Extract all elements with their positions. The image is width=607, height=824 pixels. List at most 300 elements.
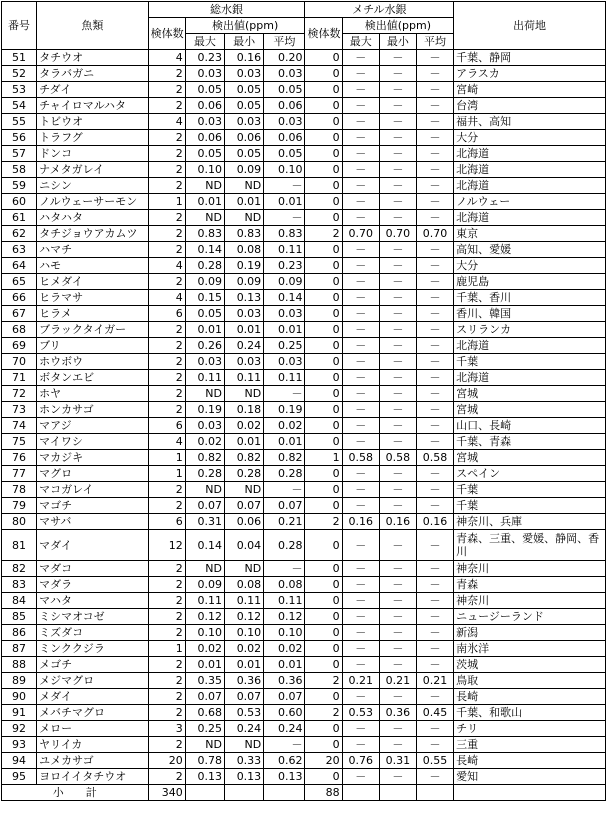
methyl-max: － [342,561,379,577]
total-avg: 0.09 [264,274,305,290]
methyl-min: － [379,609,416,625]
total-max: 0.13 [185,769,224,785]
row-no: 81 [2,530,37,561]
fish-name: タラバガニ [37,66,149,82]
fish-name: ナメタガレイ [37,162,149,178]
origin: 青森 [454,577,606,593]
origin: 神奈川 [454,561,606,577]
origin: 北海道 [454,338,606,354]
total-avg: 0.03 [264,114,305,130]
total-max: 0.14 [185,242,224,258]
total-min: 0.16 [224,50,263,66]
table-row [2,50,606,66]
total-max: 0.10 [185,625,224,641]
methyl-max: － [342,641,379,657]
total-min: 0.28 [224,466,263,482]
methyl-avg: － [416,498,453,514]
methyl-count: 0 [305,194,342,210]
methyl-min: － [379,593,416,609]
methyl-min: － [379,258,416,274]
methyl-count: 0 [305,114,342,130]
table-body [2,50,606,785]
methyl-count: 0 [305,641,342,657]
total-min: ND [224,737,263,753]
table-row [2,210,606,226]
methyl-avg: － [416,609,453,625]
table-row [2,498,606,514]
total-avg: 0.20 [264,50,305,66]
methyl-min: － [379,178,416,194]
total-count: 2 [148,242,185,258]
total-avg: 0.12 [264,609,305,625]
total-max: 0.15 [185,290,224,306]
total-avg: 0.01 [264,322,305,338]
methyl-max: － [342,258,379,274]
methyl-min: － [379,482,416,498]
methyl-min: － [379,577,416,593]
table-row [2,657,606,673]
methyl-max: 0.16 [342,514,379,530]
methyl-avg: － [416,210,453,226]
origin: 南氷洋 [454,641,606,657]
total-avg: 0.07 [264,689,305,705]
total-avg: 0.03 [264,66,305,82]
fish-name: メロー [37,721,149,737]
methyl-min: － [379,82,416,98]
methyl-min: 0.70 [379,226,416,242]
methyl-count: 0 [305,130,342,146]
methyl-count: 0 [305,657,342,673]
fish-name: マカジキ [37,450,149,466]
row-no: 94 [2,753,37,769]
methyl-max: － [342,162,379,178]
total-min: 0.02 [224,418,263,434]
total-avg: 0.02 [264,418,305,434]
row-no: 70 [2,354,37,370]
table-row [2,434,606,450]
total-min: 0.83 [224,226,263,242]
methyl-max: － [342,689,379,705]
table-row [2,114,606,130]
methyl-min: － [379,418,416,434]
total-max: 0.83 [185,226,224,242]
fish-name: ブリ [37,338,149,354]
row-no: 65 [2,274,37,290]
total-count: 2 [148,402,185,418]
total-count: 2 [148,338,185,354]
total-min: 0.01 [224,434,263,450]
origin: 千葉 [454,354,606,370]
methyl-min: － [379,434,416,450]
methyl-avg: － [416,162,453,178]
fish-name: マダラ [37,577,149,593]
row-no: 60 [2,194,37,210]
methyl-min: － [379,737,416,753]
total-max: 0.06 [185,130,224,146]
methyl-min: － [379,402,416,418]
row-no: 86 [2,625,37,641]
total-min: 0.06 [224,130,263,146]
methyl-max: 0.70 [342,226,379,242]
methyl-min: － [379,194,416,210]
methyl-max: 0.58 [342,450,379,466]
origin: 愛知 [454,769,606,785]
header-total-detect: 検出値(ppm) [185,18,305,34]
methyl-max: － [342,482,379,498]
row-no: 90 [2,689,37,705]
row-no: 80 [2,514,37,530]
total-max: 0.06 [185,98,224,114]
methyl-avg: － [416,434,453,450]
total-min: 0.03 [224,66,263,82]
total-count: 6 [148,306,185,322]
total-avg: 0.36 [264,673,305,689]
total-min: 0.06 [224,514,263,530]
methyl-count: 0 [305,50,342,66]
methyl-count: 0 [305,625,342,641]
row-no: 76 [2,450,37,466]
fish-name: トビウオ [37,114,149,130]
total-avg: 0.03 [264,306,305,322]
methyl-count: 0 [305,322,342,338]
origin: 長崎 [454,689,606,705]
origin: 三重 [454,737,606,753]
methyl-avg: 0.16 [416,514,453,530]
total-avg: 0.24 [264,721,305,737]
total-count: 4 [148,50,185,66]
methyl-max: － [342,769,379,785]
methyl-avg: － [416,402,453,418]
header-total-max: 最大 [185,34,224,50]
total-min: ND [224,386,263,402]
total-count: 4 [148,114,185,130]
table-row [2,402,606,418]
methyl-count: 0 [305,577,342,593]
total-count: 2 [148,625,185,641]
total-min: 0.19 [224,258,263,274]
methyl-count: 0 [305,593,342,609]
origin: 茨城 [454,657,606,673]
methyl-avg: － [416,114,453,130]
total-count: 2 [148,274,185,290]
total-min: 0.03 [224,114,263,130]
table-row [2,242,606,258]
fish-name: ヒメダイ [37,274,149,290]
fish-name: マイワシ [37,434,149,450]
row-no: 55 [2,114,37,130]
row-no: 53 [2,82,37,98]
methyl-min: － [379,354,416,370]
fish-name: ドンコ [37,146,149,162]
methyl-avg: － [416,370,453,386]
total-avg: 0.11 [264,242,305,258]
fish-name: タチウオ [37,50,149,66]
methyl-max: － [342,338,379,354]
fish-name: ヒラメ [37,306,149,322]
methyl-avg: － [416,482,453,498]
subtotal-label: 小 計 [2,785,149,801]
origin: 千葉、静岡 [454,50,606,66]
total-min: 0.10 [224,625,263,641]
total-max: 0.02 [185,434,224,450]
methyl-count: 0 [305,386,342,402]
total-count: 6 [148,418,185,434]
table-row [2,418,606,434]
origin: 長崎 [454,753,606,769]
origin: チリ [454,721,606,737]
methyl-min: 0.21 [379,673,416,689]
total-max: ND [185,178,224,194]
methyl-count: 0 [305,178,342,194]
table-row [2,753,606,769]
methyl-min: － [379,322,416,338]
row-no: 84 [2,593,37,609]
methyl-max: － [342,194,379,210]
methyl-avg: － [416,386,453,402]
origin: 千葉、青森 [454,434,606,450]
origin: 北海道 [454,370,606,386]
fish-name: マアジ [37,418,149,434]
total-min: 0.08 [224,577,263,593]
fish-name: タチジョウアカムツ [37,226,149,242]
total-count: 2 [148,386,185,402]
total-avg: － [264,561,305,577]
methyl-count: 0 [305,338,342,354]
header-methyl-max: 最大 [342,34,379,50]
origin: 宮崎 [454,82,606,98]
methyl-min: － [379,530,416,561]
total-min: ND [224,561,263,577]
table-row [2,689,606,705]
origin: 千葉、和歌山 [454,705,606,721]
total-count: 2 [148,689,185,705]
total-min: 0.01 [224,194,263,210]
total-count: 2 [148,593,185,609]
total-min: 0.36 [224,673,263,689]
total-min: 0.24 [224,338,263,354]
methyl-max: － [342,466,379,482]
total-count: 2 [148,82,185,98]
total-max: 0.35 [185,673,224,689]
total-count: 2 [148,737,185,753]
total-max: 0.03 [185,66,224,82]
methyl-min: － [379,641,416,657]
origin: 台湾 [454,98,606,114]
total-avg: 0.01 [264,194,305,210]
methyl-min: － [379,114,416,130]
mercury-table [1,1,606,801]
methyl-avg: － [416,561,453,577]
methyl-max: － [342,530,379,561]
subtotal-empty-cell [379,785,416,801]
total-count: 2 [148,370,185,386]
total-max: 0.19 [185,402,224,418]
total-count: 4 [148,258,185,274]
total-min: 0.82 [224,450,263,466]
methyl-max: － [342,114,379,130]
table-row [2,530,606,561]
total-min: ND [224,178,263,194]
methyl-count: 2 [305,705,342,721]
methyl-min: － [379,306,416,322]
subtotal-empty-cell [224,785,263,801]
total-count: 2 [148,66,185,82]
methyl-max: － [342,82,379,98]
total-min: ND [224,210,263,226]
methyl-count: 0 [305,242,342,258]
methyl-min: － [379,498,416,514]
methyl-avg: － [416,657,453,673]
methyl-count: 0 [305,402,342,418]
row-no: 71 [2,370,37,386]
methyl-max: － [342,737,379,753]
header-methyl-detect: 検出値(ppm) [342,18,453,34]
origin: 高知、愛媛 [454,242,606,258]
methyl-max: － [342,98,379,114]
table-row [2,609,606,625]
fish-name: ホヤ [37,386,149,402]
methyl-avg: － [416,466,453,482]
methyl-max: － [342,386,379,402]
total-avg: 0.05 [264,82,305,98]
origin: 新潟 [454,625,606,641]
total-max: ND [185,210,224,226]
methyl-max: － [342,50,379,66]
row-no: 77 [2,466,37,482]
total-min: 0.03 [224,354,263,370]
fish-name: ホウボウ [37,354,149,370]
methyl-min: － [379,274,416,290]
fish-name: ボタンエビ [37,370,149,386]
total-min: 0.01 [224,322,263,338]
methyl-avg: 0.21 [416,673,453,689]
total-avg: 0.28 [264,466,305,482]
row-no: 75 [2,434,37,450]
table-row [2,66,606,82]
total-avg: 0.06 [264,130,305,146]
methyl-max: － [342,657,379,673]
methyl-count: 0 [305,530,342,561]
total-max: 0.12 [185,609,224,625]
methyl-avg: 0.70 [416,226,453,242]
total-avg: 0.13 [264,769,305,785]
methyl-max: － [342,242,379,258]
total-min: 0.13 [224,769,263,785]
total-count: 2 [148,210,185,226]
methyl-avg: － [416,530,453,561]
methyl-count: 0 [305,721,342,737]
total-count: 2 [148,498,185,514]
header-total-hg: 総水銀 [148,2,305,18]
total-avg: － [264,178,305,194]
methyl-min: － [379,146,416,162]
row-no: 51 [2,50,37,66]
row-no: 63 [2,242,37,258]
methyl-max: 0.76 [342,753,379,769]
subtotal-empty-cell [454,785,606,801]
table-row [2,450,606,466]
methyl-avg: － [416,418,453,434]
methyl-avg: － [416,274,453,290]
header-methyl-hg: メチル水銀 [305,2,454,18]
subtotal-empty-cell [264,785,305,801]
row-no: 52 [2,66,37,82]
total-min: 0.04 [224,530,263,561]
total-count: 2 [148,609,185,625]
table-row [2,162,606,178]
origin: 北海道 [454,178,606,194]
total-avg: 0.03 [264,354,305,370]
methyl-avg: － [416,146,453,162]
total-max: 0.07 [185,498,224,514]
total-min: 0.07 [224,689,263,705]
methyl-count: 0 [305,146,342,162]
row-no: 73 [2,402,37,418]
fish-name: マサバ [37,514,149,530]
methyl-max: － [342,609,379,625]
methyl-min: － [379,625,416,641]
origin: 山口、長崎 [454,418,606,434]
total-count: 6 [148,514,185,530]
table-row [2,146,606,162]
fish-name: ハモ [37,258,149,274]
total-count: 2 [148,130,185,146]
total-avg: － [264,210,305,226]
total-max: 0.25 [185,721,224,737]
total-max: 0.01 [185,322,224,338]
table-row [2,577,606,593]
origin: 鹿児島 [454,274,606,290]
methyl-count: 0 [305,258,342,274]
total-max: 0.31 [185,514,224,530]
total-min: 0.12 [224,609,263,625]
methyl-count: 0 [305,609,342,625]
methyl-count: 2 [305,226,342,242]
methyl-count: 0 [305,737,342,753]
fish-name: ヤリイカ [37,737,149,753]
table-row [2,82,606,98]
methyl-avg: － [416,306,453,322]
total-count: 2 [148,162,185,178]
methyl-min: － [379,98,416,114]
methyl-min: 0.31 [379,753,416,769]
subtotal-empty-cell [416,785,453,801]
total-min: 0.02 [224,641,263,657]
table-row [2,482,606,498]
row-no: 79 [2,498,37,514]
total-count: 2 [148,705,185,721]
origin: ニュージーランド [454,609,606,625]
fish-name: マグロ [37,466,149,482]
methyl-avg: － [416,625,453,641]
total-count: 4 [148,290,185,306]
total-count: 2 [148,561,185,577]
fish-name: マダイ [37,530,149,561]
methyl-max: － [342,290,379,306]
fish-name: マハタ [37,593,149,609]
total-count: 1 [148,641,185,657]
row-no: 88 [2,657,37,673]
origin: 北海道 [454,146,606,162]
methyl-max: － [342,322,379,338]
origin: 香川、韓国 [454,306,606,322]
methyl-avg: 0.55 [416,753,453,769]
methyl-avg: 0.58 [416,450,453,466]
methyl-avg: － [416,593,453,609]
total-max: 0.07 [185,689,224,705]
total-max: ND [185,482,224,498]
fish-name: メバチマグロ [37,705,149,721]
